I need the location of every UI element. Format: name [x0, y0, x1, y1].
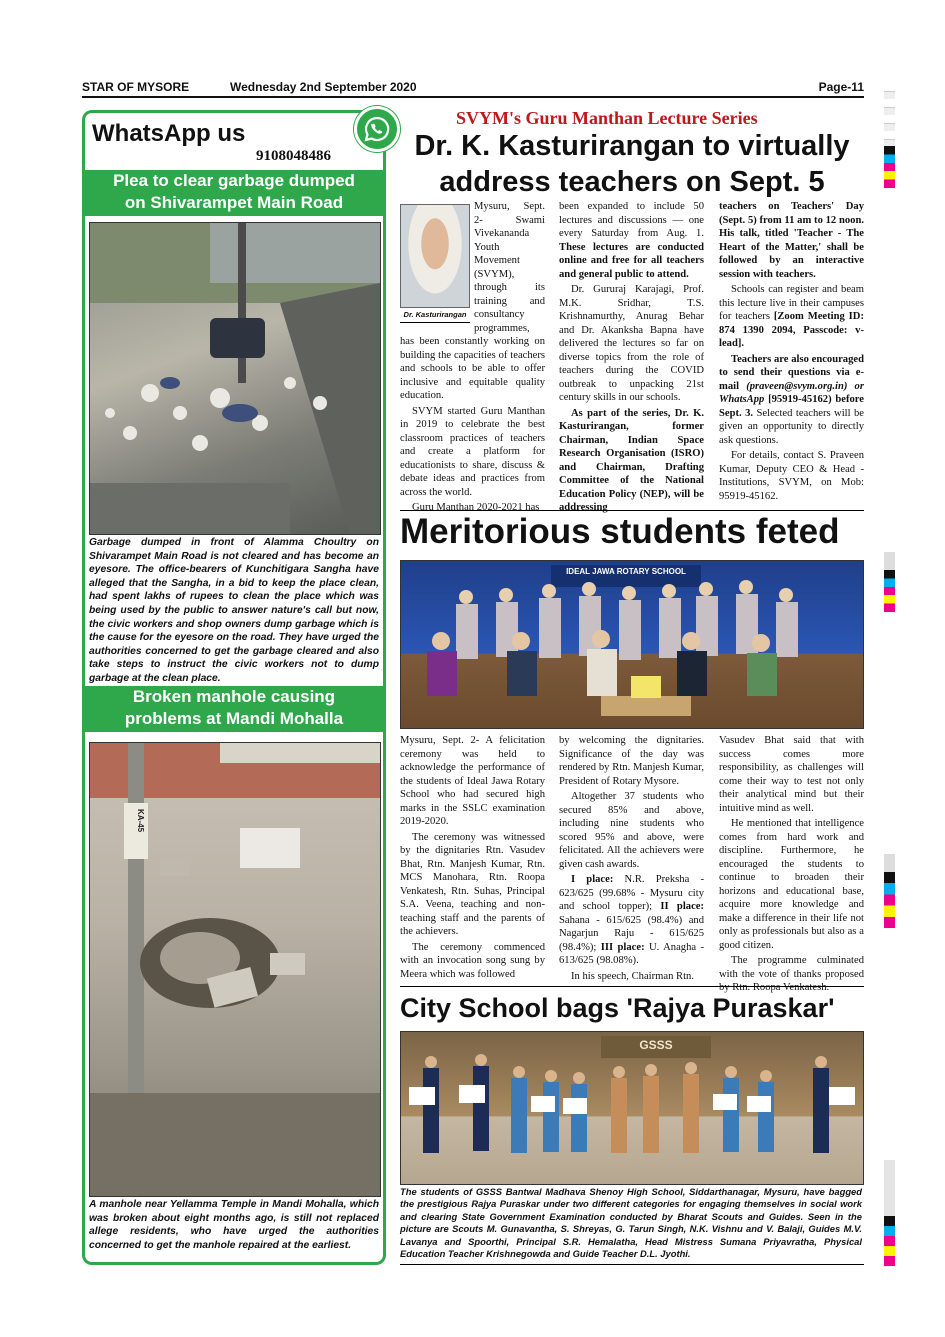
story1-headline [85, 170, 383, 216]
svym-col1-lead: Mysuru, Sept. 2- Swami Vivekananda Youth Movement (SVYM), through its training and consultancy programmes, has been constantly working on building the capacities of teachers and schools to be able to offer inclusive and equitable quality education. [400, 201, 545, 401]
whatsapp-title: WhatsApp us [92, 120, 246, 147]
page-header [82, 78, 864, 98]
story2-headline [85, 686, 383, 732]
svym-col1-p3: Guru Manthan 2020-2021 has [412, 502, 540, 513]
kasturirangan-photo [400, 204, 470, 308]
paper-name: STAR OF MYSORE [82, 80, 190, 94]
issue-date: Wednesday 2nd September 2020 [230, 80, 417, 94]
city-caption: The students of GSSS Bantwal Madhava Shenoy High School, Siddarthanagar, Mysuru, have bagged the prestigious Rajya Puraskar under two different categories for engaging themselves in social work and clearing State Government Examination conducted by Bharat Scouts and Guides. Seen in the picture are Scouts M. Gunavantha, S. Shreyas, G. Tarun Singh, N.K. Vishnu and V. Balaji, Guides M.V. Lavanya and Spoorthi, Principal S.R. Hemalatha, Head Mistress Sumana Priyavratha, Physical Education Teacher Krishnegowda and Guide Teacher D.L. Jyothi. [400, 1186, 862, 1260]
svym-col3-p4: For details, contact S. Praveen Kumar, Deputy CEO & Head - Institutions, SVYM, on Mob: 95919-45162. [719, 450, 864, 502]
registration-grey-strip-3 [884, 854, 895, 872]
merit-col1-p3: The ceremony commenced with an invocation song sung by Meera which was followed [400, 941, 545, 980]
merit-col1 [400, 734, 545, 986]
city-rule [400, 986, 864, 987]
manhole-photo [89, 742, 381, 1197]
merit-col3-p1: Vasudev Bhat said that with success comes more responsibility, as challenges will come their way to test not only their analytical mind but their intuitive mind as well. [719, 735, 864, 814]
merit-col2-p2: Altogether 37 students who secured 85% and above, including nine students who scored 95% and above, were felicitated. All the achievers were given cash awards. [559, 791, 704, 870]
merit-col2-p3f: U. Anagha - 613/625 (98.08%). [559, 941, 704, 966]
merit-col2-p4: In his speech, Chairman Rtn. [571, 970, 694, 982]
svym-col2 [559, 200, 704, 513]
registration-grey-strip [884, 84, 895, 146]
merit-col1-p1: Mysuru, Sept. 2- A felicitation ceremony was held to acknowledge the performance of the students of Ideal Jawa Rotary School who had secured high marks in the SSLC examination 2019-2020. [400, 735, 545, 827]
registration-grey-strip-2 [884, 552, 895, 570]
svym-col3-p3b: (praveen@svym.org.in) or WhatsApp [719, 380, 864, 405]
merit-col3 [719, 734, 864, 993]
story1-headline-line1: Plea to clear garbage dumped [113, 171, 355, 190]
story1-headline-line2: on Shivarampet Main Road [124, 193, 344, 212]
merit-col2-p1: by welcoming the dignitaries. Significance of the day was rendered by Rtn. Manjesh Kumar, President of Rotary Mysore. [559, 735, 704, 787]
merit-banner-text: IDEAL JAWA ROTARY SCHOOL [566, 567, 686, 576]
registration-color-strip-2 [884, 570, 895, 612]
merit-col2-p3b: N.R. Preksha - 623/625 (99.68% - Mysuru city and school topper); [559, 874, 704, 912]
svym-col2-p3a: As part of the series, [571, 407, 675, 419]
svym-col3-p3c: [95919-45162) before Sept. 3. [719, 394, 864, 419]
svym-col2-p1b: These lectures are conducted online and free for all teachers and general public to attend. [559, 241, 704, 280]
whatsapp-icon [354, 106, 400, 152]
svym-kicker: SVYM's Guru Manthan Lecture Series [456, 108, 758, 128]
registration-grey-strip-4 [884, 1160, 895, 1216]
merit-col2-p3a: I place: [571, 874, 614, 885]
city-headline: City School bags 'Rajya Puraskar' [400, 993, 835, 1023]
registration-color-strip [884, 146, 895, 188]
kasturirangan-photo-caption: Dr. Kasturirangan [400, 308, 470, 323]
svym-headline-line1: Dr. K. Kasturirangan to virtually [414, 130, 850, 162]
svym-headline-line2: address teachers on Sept. 5 [439, 166, 825, 198]
merit-col3-p3: The programme culminated with the vote of thanks proposed by Rtn. Roopa Venkatesh. [719, 955, 864, 993]
merit-col2-p3d: Sahana - 615/625 (98.4%) and Nagarjun Raju - 615/625 (98.4%); [559, 914, 704, 953]
svym-col2-p1a: been expanded to include 50 lectures and discussions — one every Saturday from Aug. 1. [559, 201, 704, 239]
merit-headline: Meritorious students feted [400, 512, 840, 551]
registration-color-strip-3 [884, 872, 895, 928]
svym-col1 [400, 200, 545, 513]
svym-col2-p3b: Dr. K. Kasturirangan, former Chairman, Indian Space Research Organisation (ISRO) and Chairman, Drafting Committee of the National Education Policy (NEP), will be addressing [559, 407, 704, 513]
merit-col1-p2: The ceremony was witnessed by the dignitaries Rtn. Vasudev Bhat, Rtn. Manjesh Kumar, Rtn. MCS Manohara, Rtn. Roopa Venkatesh, Rtn. Suhas, Principal S.A. Veena, teaching and non-teaching staff and the parents of the achievers. [400, 831, 545, 937]
pole-label: KA-45 [136, 809, 145, 833]
svym-col3-p1: teachers on Teachers' Day (Sept. 5) from 11 am to 12 noon. His talk, titled 'Teacher - The Heart of the Matter,' shall be followed by an interactive session with teachers. [719, 201, 864, 280]
merit-photo [400, 560, 864, 729]
whatsapp-number: 9108048486 [256, 148, 331, 164]
story2-caption: A manhole near Yellamma Temple in Mandi Mohalla, which was broken about eight months ago, is still not replaced allege residents, who have urged the authorities concerned to get the manhole repaired at the earliest. [89, 1199, 379, 1251]
svym-headline [400, 128, 864, 200]
merit-col2-p3c: II place: [660, 901, 704, 912]
svym-col3-p2a: Schools can register and beam this lecture live in their campuses for teachers [719, 284, 864, 322]
city-bottom-rule [400, 1264, 864, 1265]
merit-col2-p3e: III place: [600, 941, 645, 953]
kasturirangan-photo-block [400, 204, 470, 324]
svym-col1-p2: SVYM started Guru Manthan in 2019 to celebrate the best classroom practices of teachers and create a platform for educationists to share, discuss & debate ideas and practices from across the world. [400, 405, 545, 498]
garbage-photo [89, 222, 381, 535]
merit-col2 [559, 734, 704, 986]
merit-col3-p2: He mentioned that intelligence comes from hard work and discipline. Furthermore, he encouraged the students to continue to broaden their horizons and educational base, acquire more knowledge and make a difference in their life not only as professionals but also as a good citizen. [719, 818, 864, 951]
svym-col3-p2b: [Zoom Meeting ID: 874 1390 2094, Passcode: v-lead]. [719, 311, 864, 349]
registration-color-strip-4 [884, 1216, 895, 1266]
svym-col2-p2: Dr. Gururaj Karajagi, Prof. M.K. Sridhar, T.S. Krishnamurthy, Anurag Behar and Dr. Akanksha Bapna have delivered the lectures so far on diverse topics from the role of teachers during the COVID outbreak to unpacking 21st century skills in our schools. [559, 284, 704, 403]
svym-col3 [719, 200, 864, 508]
story1-caption: Garbage dumped in front of Alamma Choultry on Shivarampet Main Road is not cleared and has become an eyesore. The office-bearers of Kunchitigara Sangha have alleged that the Sangha, in a bid to keep the place clean, had spent lakhs of rupees to clean the place which was being used by the public to answer nature's call but now, the civic workers and shop owners dump garbage which is the cause for the eyesore on the road. They have urged the authorities concerned to get the garbage cleared and also take steps to instruct the civic workers not to dump garbage at the clean place. [89, 537, 379, 684]
svym-col3-p3a: Teachers are also encouraged to send their questions via e-mail [719, 353, 864, 392]
story2-headline-line2: problems at Mandi Mohalla [124, 709, 344, 728]
svym-col3-p3d: Selected teachers will be given an opportunity to directly ask questions. [719, 407, 864, 446]
city-banner-text: GSSS [639, 1038, 673, 1052]
page-number: Page-11 [818, 80, 864, 94]
story2-headline-line1: Broken manhole causing [132, 687, 336, 706]
city-school-photo [400, 1031, 864, 1185]
